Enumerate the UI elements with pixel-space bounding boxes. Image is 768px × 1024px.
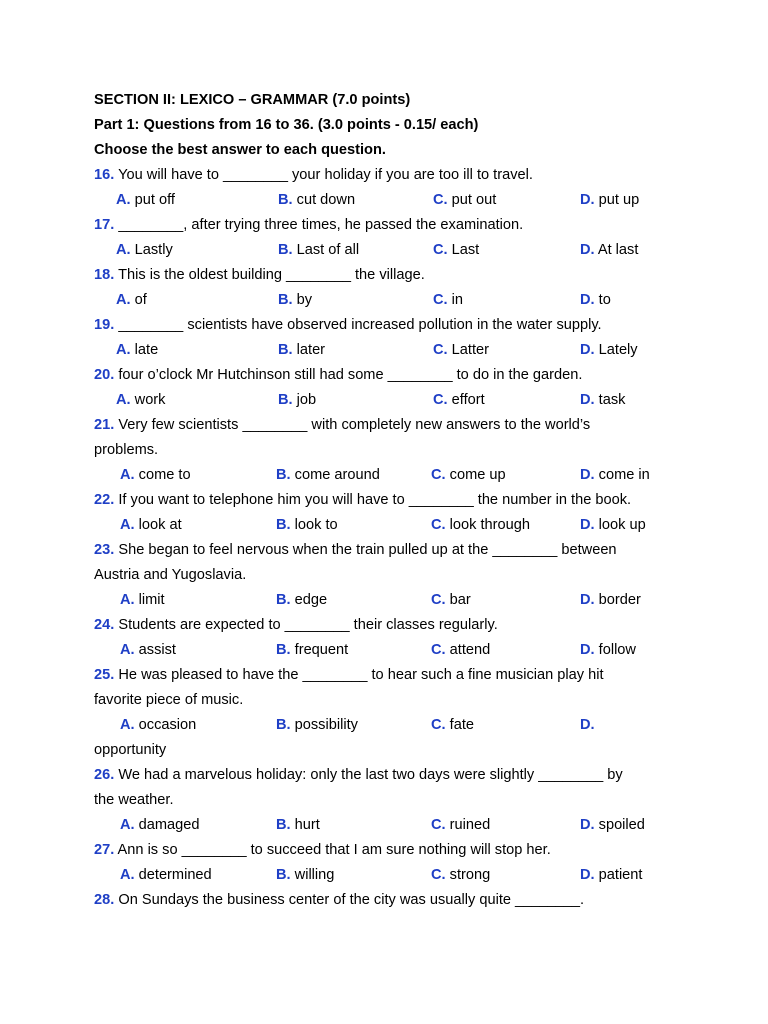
answer-options (94, 288, 694, 313)
option-letter: C. (431, 717, 446, 733)
option-text: late (134, 342, 159, 358)
option-letter: D. (580, 867, 595, 883)
option-text: to (598, 292, 611, 308)
option-b[interactable] (276, 513, 338, 538)
option-text: come up (449, 467, 506, 483)
option-text: follow (598, 642, 636, 658)
option-a[interactable] (116, 288, 147, 313)
question-number: 26. (94, 767, 115, 783)
question-text: the weather. (94, 792, 174, 808)
option-letter: B. (276, 867, 291, 883)
option-letter: B. (278, 342, 293, 358)
option-letter: C. (433, 192, 448, 208)
option-letter: B. (276, 467, 291, 483)
question-item (94, 163, 694, 213)
option-text: border (598, 592, 641, 608)
option-b[interactable] (276, 638, 348, 663)
option-letter: D. (580, 192, 595, 208)
option-text: look to (294, 517, 338, 533)
option-letter: B. (276, 817, 291, 833)
option-text: later (296, 342, 326, 358)
option-d[interactable] (580, 713, 595, 738)
option-letter: C. (433, 242, 448, 258)
question-stem-line (94, 363, 694, 388)
option-text: limit (138, 592, 165, 608)
option-a[interactable] (116, 388, 165, 413)
option-text: edge (294, 592, 328, 608)
answer-options (94, 513, 694, 538)
option-text: put up (598, 192, 640, 208)
option-b[interactable] (278, 238, 359, 263)
option-d[interactable] (580, 338, 638, 363)
option-text: spoiled (598, 817, 645, 833)
option-a[interactable] (120, 813, 200, 838)
option-letter: D. (580, 642, 595, 658)
option-letter: C. (431, 817, 446, 833)
option-letter: B. (276, 717, 291, 733)
option-letter: B. (278, 392, 293, 408)
option-a[interactable] (116, 188, 175, 213)
question-text: favorite piece of music. (94, 692, 244, 708)
option-letter: A. (120, 867, 135, 883)
option-text: attend (449, 642, 491, 658)
question-text: We had a marvelous holiday: only the last two days were slightly ________ by (118, 767, 623, 783)
question-number: 18. (94, 267, 115, 283)
option-b[interactable] (276, 588, 327, 613)
answer-options (94, 638, 694, 663)
answer-options (94, 813, 694, 838)
option-a[interactable] (120, 463, 191, 488)
option-letter: C. (433, 342, 448, 358)
option-b[interactable] (276, 813, 320, 838)
question-stem-line (94, 763, 694, 788)
section-heading: SECTION II: LEXICO – GRAMMAR (7.0 points) (94, 92, 411, 108)
option-letter: D. (580, 517, 595, 533)
question-number: 20. (94, 367, 115, 383)
option-c[interactable] (433, 338, 489, 363)
option-text: Lately (598, 342, 638, 358)
question-text: If you want to telephone him you will have to ________ the number in the book. (118, 492, 632, 508)
worksheet-page (94, 88, 694, 913)
option-text: look through (449, 517, 530, 533)
option-letter: A. (120, 817, 135, 833)
option-text: patient (598, 867, 643, 883)
question-text: Very few scientists ________ with completely new answers to the world’s (118, 417, 591, 433)
option-b[interactable] (276, 863, 334, 888)
option-text: Lastly (134, 242, 173, 258)
option-letter: D. (580, 292, 595, 308)
option-a[interactable] (120, 588, 165, 613)
answer-options (94, 463, 694, 488)
option-letter: D. (580, 342, 595, 358)
question-stem-line (94, 163, 694, 188)
option-letter: C. (431, 867, 446, 883)
option-letter: B. (278, 192, 293, 208)
question-text: ________, after trying three times, he passed the examination. (118, 217, 524, 233)
option-text: in (451, 292, 464, 308)
option-text: come around (294, 467, 380, 483)
option-a[interactable] (116, 238, 173, 263)
option-text: damaged (138, 817, 200, 833)
question-item (94, 663, 694, 763)
option-letter: C. (433, 392, 448, 408)
option-text: put off (134, 192, 175, 208)
option-letter: C. (431, 467, 446, 483)
option-c[interactable] (431, 863, 490, 888)
option-letter: A. (116, 342, 131, 358)
option-letter: B. (278, 292, 293, 308)
option-d[interactable] (580, 388, 625, 413)
option-letter: A. (116, 292, 131, 308)
question-stem-line (94, 213, 694, 238)
question-text: Austria and Yugoslavia. (94, 567, 247, 583)
option-text: willing (294, 867, 335, 883)
option-letter: D. (580, 392, 595, 408)
question-number: 19. (94, 317, 115, 333)
question-number: 16. (94, 167, 115, 183)
option-text: assist (138, 642, 176, 658)
option-text: effort (451, 392, 485, 408)
option-b[interactable] (276, 463, 380, 488)
option-letter: D. (580, 467, 595, 483)
question-number: 23. (94, 542, 115, 558)
question-stem-line (94, 788, 694, 813)
question-item (94, 763, 694, 838)
part-heading: Part 1: Questions from 16 to 36. (3.0 points - 0.15/ each) (94, 117, 479, 133)
option-d[interactable] (580, 863, 642, 888)
option-letter: A. (120, 467, 135, 483)
option-letter: B. (276, 642, 291, 658)
option-c[interactable] (431, 813, 490, 838)
question-item (94, 363, 694, 413)
question-item (94, 538, 694, 613)
option-letter: A. (116, 242, 131, 258)
question-text: She began to feel nervous when the train pulled up at the ________ between (118, 542, 617, 558)
option-a[interactable] (120, 638, 176, 663)
question-stem-line (94, 688, 694, 713)
question-text: problems. (94, 442, 159, 458)
question-item (94, 888, 694, 913)
option-d[interactable] (580, 513, 646, 538)
question-text: ________ scientists have observed increased pollution in the water supply. (118, 317, 602, 333)
option-text: cut down (296, 192, 356, 208)
option-text: put out (451, 192, 497, 208)
question-stem-line (94, 313, 694, 338)
option-text: frequent (294, 642, 349, 658)
option-d[interactable] (580, 638, 636, 663)
answer-options (94, 863, 694, 888)
option-text: ruined (449, 817, 491, 833)
option-a[interactable] (120, 713, 196, 738)
question-stem-line (94, 613, 694, 638)
option-letter: B. (278, 242, 293, 258)
answer-options (94, 588, 694, 613)
option-b[interactable] (278, 188, 355, 213)
option-letter: A. (120, 517, 135, 533)
option-letter: D. (580, 717, 595, 733)
option-letter: C. (433, 292, 448, 308)
question-item (94, 263, 694, 313)
question-item (94, 613, 694, 663)
question-item (94, 838, 694, 888)
option-a[interactable] (120, 513, 182, 538)
option-b[interactable] (278, 288, 312, 313)
option-letter: B. (276, 592, 291, 608)
option-letter: A. (116, 392, 131, 408)
question-stem-line (94, 538, 694, 563)
answer-options (94, 238, 694, 263)
option-b[interactable] (278, 388, 316, 413)
question-stem-line (94, 263, 694, 288)
option-text: determined (138, 867, 212, 883)
option-letter: B. (276, 517, 291, 533)
question-number: 21. (94, 417, 115, 433)
option-text: Last (451, 242, 480, 258)
option-letter: D. (580, 242, 595, 258)
option-text: Last of all (296, 242, 360, 258)
option-text: of (134, 292, 147, 308)
option-letter: A. (116, 192, 131, 208)
question-stem-line (94, 488, 694, 513)
option-c[interactable] (431, 588, 471, 613)
option-text: possibility (294, 717, 358, 733)
answer-options (94, 188, 694, 213)
question-stem-line (94, 413, 694, 438)
question-stem-line (94, 563, 694, 588)
option-letter: C. (431, 517, 446, 533)
option-text: job (296, 392, 317, 408)
option-c[interactable] (431, 513, 530, 538)
instruction-text: Choose the best answer to each question. (94, 142, 386, 158)
question-number: 25. (94, 667, 115, 683)
option-letter: A. (120, 642, 135, 658)
option-letter: D. (580, 592, 595, 608)
option-c[interactable] (431, 713, 474, 738)
option-text: At last (597, 242, 639, 258)
option-d[interactable] (580, 588, 641, 613)
question-stem-line (94, 663, 694, 688)
option-c[interactable] (433, 388, 485, 413)
option-c[interactable] (433, 188, 496, 213)
option-d[interactable] (580, 463, 650, 488)
question-text: This is the oldest building ________ the village. (118, 267, 425, 283)
option-b[interactable] (278, 338, 325, 363)
question-text: You will have to ________ your holiday if you are too ill to travel. (118, 167, 533, 183)
option-text: work (134, 392, 166, 408)
question-item (94, 488, 694, 538)
question-stem-line (94, 838, 694, 863)
question-number: 24. (94, 617, 115, 633)
answer-options (94, 388, 694, 413)
question-item (94, 213, 694, 263)
answer-options (94, 338, 694, 363)
question-text: On Sundays the business center of the city was usually quite ________. (118, 892, 585, 908)
option-text: come to (138, 467, 191, 483)
option-c[interactable] (431, 638, 490, 663)
option-d[interactable] (580, 813, 645, 838)
option-text: bar (449, 592, 471, 608)
option-text: strong (449, 867, 491, 883)
option-text: task (598, 392, 626, 408)
option-letter: C. (431, 642, 446, 658)
question-stem-line (94, 888, 694, 913)
option-b[interactable] (276, 713, 358, 738)
option-c[interactable] (433, 288, 463, 313)
option-letter: C. (431, 592, 446, 608)
question-item (94, 413, 694, 488)
question-text: four o’clock Mr Hutchinson still had some ________ to do in the garden. (118, 367, 583, 383)
option-letter: A. (120, 592, 135, 608)
option-letter: A. (120, 717, 135, 733)
question-number: 22. (94, 492, 115, 508)
option-c[interactable] (431, 463, 506, 488)
question-text: Ann is so ________ to succeed that I am sure nothing will stop her. (117, 842, 551, 858)
answer-options (94, 713, 694, 738)
question-item (94, 313, 694, 363)
option-text: look up (598, 517, 646, 533)
option-a[interactable] (116, 338, 158, 363)
option-text: hurt (294, 817, 320, 833)
option-text: look at (138, 517, 182, 533)
option-text: come in (598, 467, 650, 483)
question-number: 27. (94, 842, 115, 858)
question-text: Students are expected to ________ their classes regularly. (118, 617, 498, 633)
option-d[interactable] (580, 288, 611, 313)
option-text: occasion (138, 717, 197, 733)
option-d[interactable] (580, 188, 639, 213)
option-text: Latter (451, 342, 489, 358)
option-letter: D. (580, 817, 595, 833)
question-stem-line (94, 438, 694, 463)
option-wrap-text: opportunity (94, 742, 167, 758)
question-number: 17. (94, 217, 115, 233)
question-number: 28. (94, 892, 115, 908)
option-d[interactable] (580, 238, 638, 263)
option-c[interactable] (433, 238, 479, 263)
question-list (94, 163, 694, 913)
option-text: fate (449, 717, 474, 733)
option-a[interactable] (120, 863, 212, 888)
question-text: He was pleased to have the ________ to hear such a fine musician play hit (118, 667, 604, 683)
option-text: by (296, 292, 313, 308)
